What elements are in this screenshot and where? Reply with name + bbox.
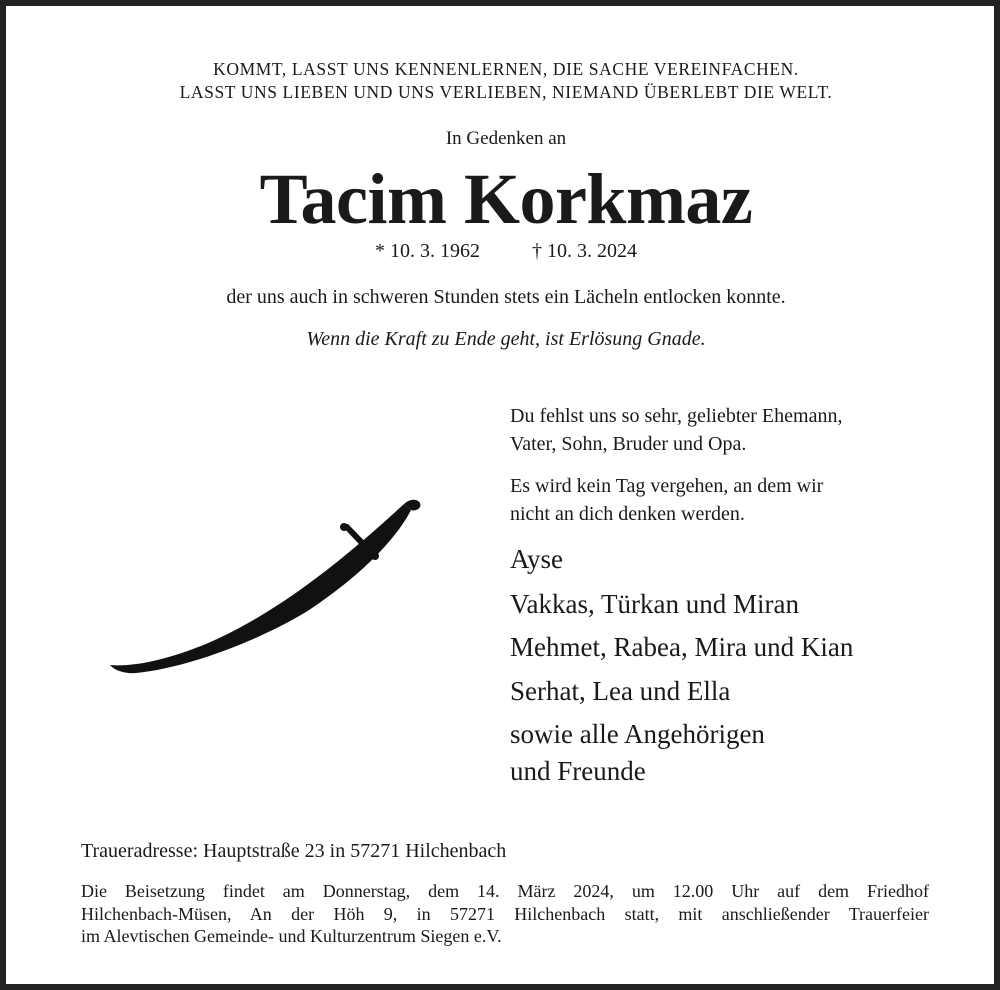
- remembrance-line-1: Es wird kein Tag vergehen, an dem wir: [510, 475, 824, 497]
- in-memory-label: In Gedenken an: [445, 128, 567, 149]
- smile-line: der uns auch in schweren Stunden stets ein Lächeln entlocken konnte.: [226, 286, 786, 308]
- mourner-name: sowie alle Angehörigen: [510, 719, 765, 749]
- funeral-line-3: im Alevtischen Gemeinde- und Kulturzentrum Siegen e.V.: [81, 926, 502, 946]
- motto-line-2: LASST UNS LIEBEN UND UNS VERLIEBEN, NIEMAND ÜBERLEBT DIE WELT.: [179, 82, 833, 102]
- deceased-name: Tacim Korkmaz: [259, 159, 753, 239]
- mourner-name: und Freunde: [510, 756, 646, 786]
- funeral-line-1: Die Beisetzung findet am Donnerstag, dem 14. März 2024, um 12.00 Uhr auf dem Friedhof: [81, 881, 929, 901]
- miss-text: [510, 402, 980, 458]
- mourner-name: Mehmet, Rabea, Mira und Kian: [510, 632, 854, 662]
- death-date: † 10. 3. 2024: [532, 240, 637, 262]
- motto-line-1: KOMMT, LASST UNS KENNENLERNEN, DIE SACHE VEREINFACHEN.: [213, 59, 799, 79]
- funeral-details: [81, 880, 929, 948]
- motto: [6, 58, 1000, 104]
- mourner-name: Serhat, Lea und Ella: [510, 676, 731, 706]
- mourner-name: Ayse: [510, 544, 564, 574]
- life-dates: [6, 240, 1000, 263]
- birth-date: * 10. 3. 1962: [375, 240, 480, 262]
- miss-line-1: Du fehlst uns so sehr, geliebter Ehemann,: [510, 405, 843, 427]
- quote: Wenn die Kraft zu Ende geht, ist Erlösung Gnade.: [306, 328, 706, 350]
- remembrance-text: [510, 472, 980, 528]
- scimitar-sword-icon: [106, 494, 426, 684]
- remembrance-line-2: nicht an dich denken werden.: [510, 503, 745, 525]
- mourner-name: Vakkas, Türkan und Miran: [510, 589, 799, 619]
- miss-line-2: Vater, Sohn, Bruder und Opa.: [510, 433, 747, 455]
- funeral-line-2: Hilchenbach-Müsen, An der Höh 9, in 57271 Hilchenbach statt, mit anschließender Trauerfeier: [81, 903, 929, 924]
- mourning-address: Traueradresse: Hauptstraße 23 in 57271 Hilchenbach: [81, 840, 507, 862]
